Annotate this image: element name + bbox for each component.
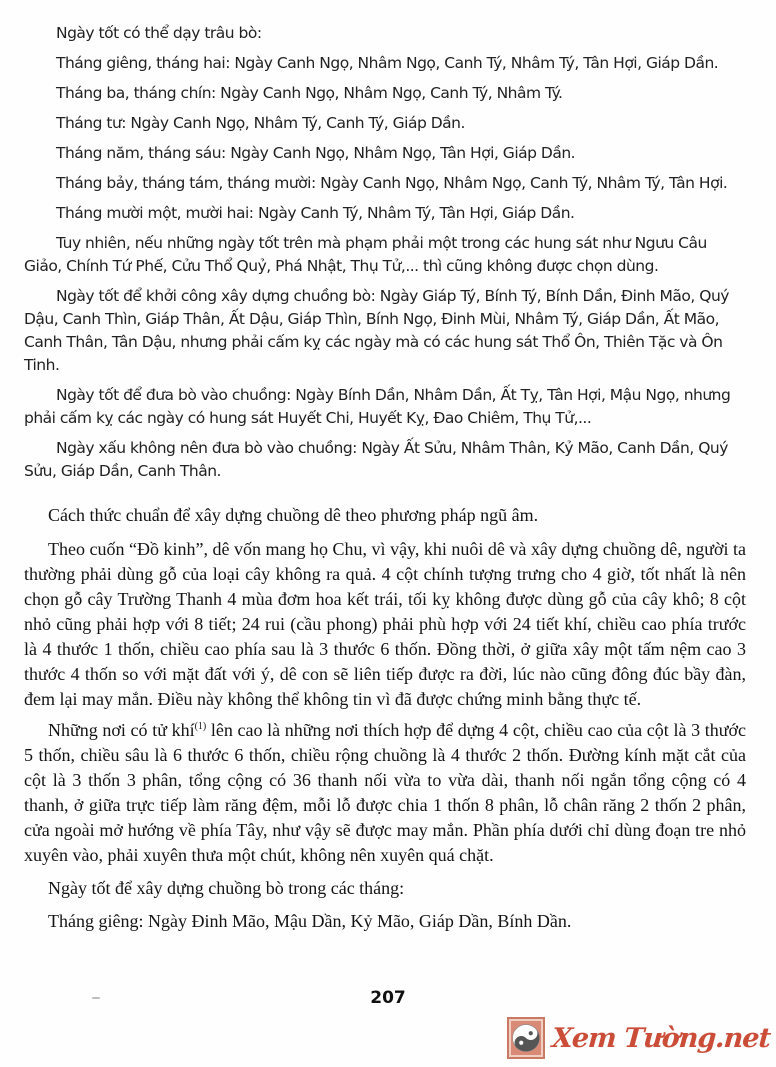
month-rule-line: Tháng tư: Ngày Canh Ngọ, Nhâm Tý, Canh Tý, Giáp Dần. — [56, 114, 465, 132]
good-days-line: Ngày tốt để xây dựng chuồng bò trong các tháng: — [48, 878, 405, 898]
intro-line: Ngày tốt có thể dạy trâu bò: — [56, 24, 262, 42]
month-rule-line: Tháng bảy, tháng tám, tháng mười: Ngày Canh Ngọ, Nhâm Ngọ, Canh Tý, Nhâm Tý, Tân Hợi. — [56, 174, 728, 192]
section-trau-bo — [24, 22, 746, 483]
paragraph-dua-bo-vao-chuong: Ngày tốt để đưa bò vào chuồng: Ngày Bính Dần, Nhâm Dần, Ất Tỵ, Tân Hợi, Mậu Ngọ, nhưng phải cấm kỵ các ngày có hung sát Huyết Chi, Huyết Kỵ, Đao Chiêm, Thụ Tử,... — [24, 386, 731, 427]
section-heading: Cách thức chuẩn để xây dựng chuồng dê theo phương pháp ngũ âm. — [48, 505, 539, 525]
paragraph-tu-khi-rest: lên cao là những nơi thích hợp để dựng 4 cột, chiều cao của cột là 3 thước 5 thốn, chiều sâu là 6 thước 6 thốn, chiều rộng chuồng là 4 thước 2 thốn. Đường kính mặt cắt của cột là 3 thốn 3 phân, tổng cộng có 36 thanh nối vừa to vừa dài, thanh nối ngắn tổng cộng có 4 thanh, ở giữa trực tiếp làm răng đệm, mỗi lỗ được chia 1 thốn 8 phân, lỗ chân răng 2 thốn 2 phân, cửa ngoài mở hướng về phía Tây, như vậy sẽ được may mắn. Phần phía dưới chỉ dùng đoạn tre nhỏ xuyên vào, phải xuyên thưa một chút, không nên xuyên quá chặt. — [24, 720, 746, 865]
paragraph-do-kinh: Theo cuốn “Đồ kinh”, dê vốn mang họ Chu, vì vậy, khi nuôi dê và xây dựng chuồng dê, người ta thường phải dùng gỗ của loại cây không ra quả. 4 cột chính tượng trưng cho 4 giờ, tốt nhất là nên chọn gỗ cây Trường Thanh 4 mùa đơm hoa kết trái, tối kỵ không được dùng gỗ của cây khô; 8 cột nhỏ cũng phải hợp với 8 tiết; 24 rui (cầu phong) phải phù hợp với 24 tiết khí, chiều cao phía trước là 4 thước 1 thốn, chiều cao phía sau là 3 thước 6 thốn. Đồng thời, ở giữa xây một tấm nệm cao 3 thước 4 thốn so với mặt đất với ý, dê con sẽ liên tiếp được ra đời, lúc nào cũng đông đúc bầy đàn, đem lại may mắn. Điều này không thể không tin vì đã được chứng minh bằng thực tế. — [24, 539, 746, 709]
paragraph-tu-khi — [24, 718, 746, 868]
month-rule-line: Tháng mười một, mười hai: Ngày Canh Tý, Nhâm Tý, Tân Hợi, Giáp Dần. — [56, 204, 575, 222]
month-rule-line: Tháng giêng, tháng hai: Ngày Canh Ngọ, Nhâm Ngọ, Canh Tý, Nhâm Tý, Tân Hợi, Giáp Dần. — [56, 54, 719, 72]
yin-yang-icon — [507, 1017, 545, 1059]
page-number: 207 — [370, 988, 406, 1008]
paragraph-hung-sat: Tuy nhiên, nếu những ngày tốt trên mà phạm phải một trong các hung sát như Ngưu Câu Giảo, Chính Tứ Phế, Cửu Thổ Quỷ, Phá Nhật, Thụ Tử,... thì cũng không được chọn dùng. — [24, 234, 707, 275]
watermark-xemtuong — [507, 1017, 770, 1059]
month-rule-line: Tháng ba, tháng chín: Ngày Canh Ngọ, Nhâm Ngọ, Canh Tý, Nhâm Tý. — [56, 84, 563, 102]
month-rule-line: Tháng năm, tháng sáu: Ngày Canh Ngọ, Nhâm Ngọ, Tân Hợi, Giáp Dần. — [56, 144, 576, 162]
watermark-text: Xem Tường.net — [550, 1022, 772, 1054]
paragraph-ngay-xau: Ngày xấu không nên đưa bò vào chuồng: Ngày Ất Sửu, Nhâm Thân, Kỷ Mão, Canh Dần, Quý Sửu, Giáp Dần, Canh Thân. — [24, 439, 728, 480]
paragraph-tu-khi-lead: Những nơi có tử khí — [48, 720, 195, 740]
footnote-marker: (1) — [194, 721, 207, 732]
paragraph-khoi-cong: Ngày tốt để khởi công xây dựng chuồng bò: Ngày Giáp Tý, Bính Tý, Bính Dần, Đinh Mão, Quý Dậu, Canh Thìn, Giáp Thân, Ất Dậu, Giáp Thìn, Bính Ngọ, Đinh Mùi, Nhâm Tý, Giáp Dần, Ất Mão, Canh Thân, Tân Dậu, nhưng phải cấm kỵ các ngày mà có các hung sát Thổ Ôn, Thiên Tặc và Ôn Tinh. — [24, 287, 729, 374]
section-chuong-de — [24, 503, 746, 934]
thang-gieng-line: Tháng giêng: Ngày Đinh Mão, Mậu Dần, Kỷ Mão, Giáp Dần, Bính Dần. — [48, 911, 572, 931]
